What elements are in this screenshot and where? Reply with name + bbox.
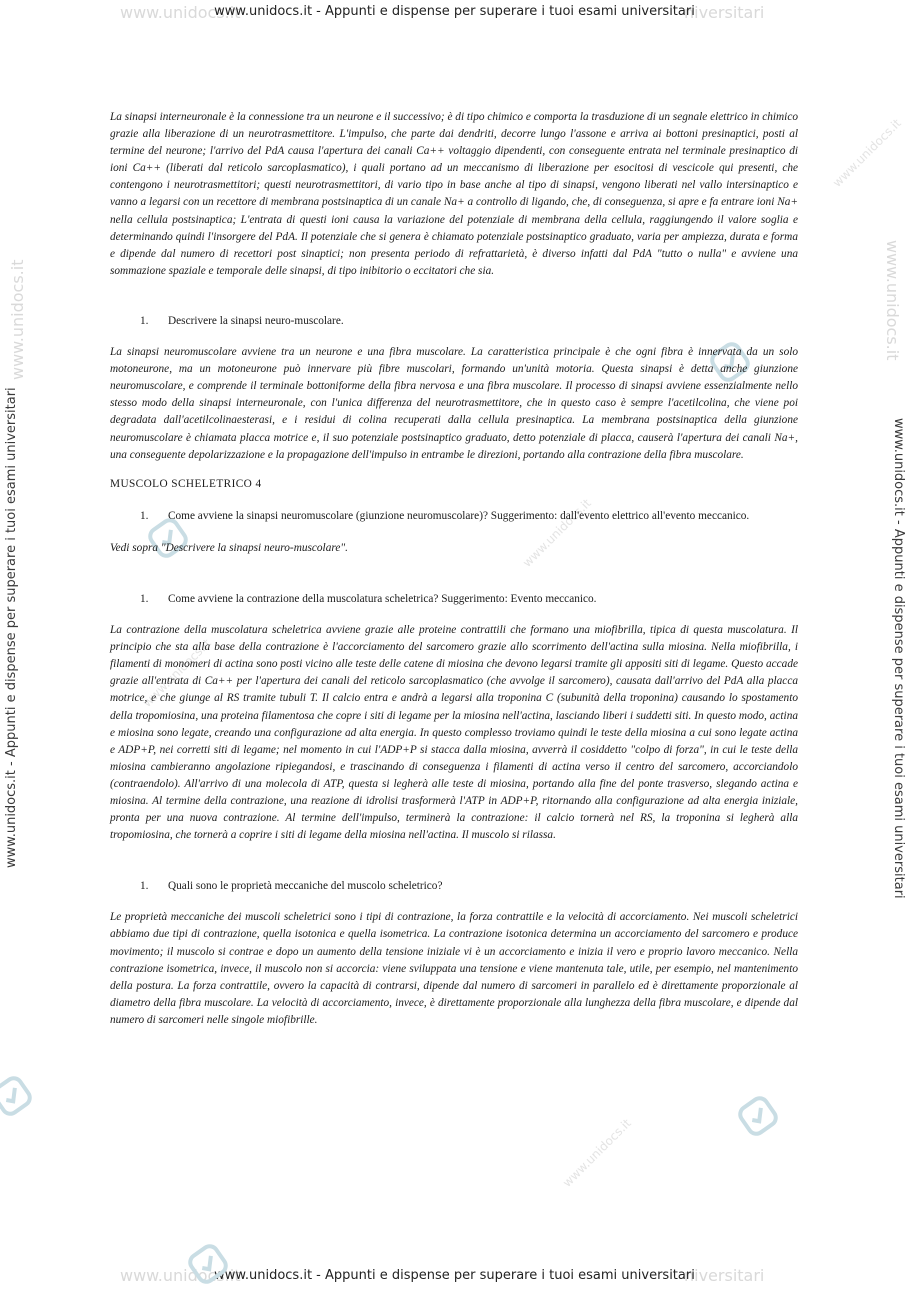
question-1	[110, 313, 798, 330]
question-text: Come avviene la sinapsi neuromuscolare (giunzione neuromuscolare)? Suggerimento: dall'evento elettrico all'evento meccanico.	[168, 509, 750, 522]
unidocs-logo-icon	[733, 1091, 783, 1141]
question-number: 1.	[140, 314, 149, 327]
question-2	[110, 508, 798, 525]
question-4	[110, 878, 798, 895]
footer-watermark: www.unidocs.it - Appunti e dispense per superare i tuoi esami universitari	[214, 1268, 695, 1283]
question-text: Descrivere la sinapsi neuro-muscolare.	[168, 314, 344, 327]
answer-2: Vedi sopra "Descrivere la sinapsi neuro-muscolare".	[110, 541, 348, 554]
side-watermark-left: www.unidocs.it - Appunti e dispense per superare i tuoi esami universitari	[4, 387, 19, 868]
intro-paragraph: La sinapsi interneuronale è la connessione tra un neurone e il successivo; è di tipo chimico e comporta la trasduzione di un segnale elettrico in chimico grazie alla liberazione di un neurotrasmettitore. L'impulso, che parte dai dendriti, decorre lungo l'assone e arriva ai bottoni presinaptici, posti al termine del neurone; l'arrivo del PdA causa l'apertura dei canali Ca++ voltaggio dipendenti, con conseguente entrata nel terminale presinaptico di ioni Ca++ (liberati dal reticolo sarcoplasmatico), i quali portano ad un meccanismo di liberazione per esocitosi di vescicole qui presenti, che contengono i neurotrasmettitori; questi neurotrasmettitori, di vario tipo in base anche al tipo di sinapsi, vengono liberati nel vallo intersinaptico e vanno a legarsi con un recettore di membrana postsinaptica di un canale Na+ a controllo di ligando, che, di conseguenza, si apre e fa entrare ioni Na+ nella cellula postsinaptica; L'entrata di questi ioni causa la variazione del potenziale di membrana della cellula, raggiungendo il valore soglia e determinando quindi l'insorgere del PdA. Il potenziale che si genera è chiamato potenziale postsinaptico graduato, varia per ampiezza, durata e forma e dipende dal numero di recettori post sinaptici; non presenta periodo di refrattarietà, è diverso infatti dal PdA "tutto o nulla" e avviene una sommazione spaziale e temporale delle sinapsi, di tipo inibitorio o eccitatori che sia.	[110, 111, 798, 277]
side-watermark-right: www.unidocs.it - Appunti e dispense per superare i tuoi esami universitari	[891, 418, 906, 899]
question-number: 1.	[140, 592, 149, 605]
answer-3: La contrazione della muscolatura scheletrica avviene grazie alle proteine contrattili che formano una miofibrilla, tipica di questa muscolatura. Il principio che sta alla base della contrazione è l'accorciamento del sarcomero grazie allo scorrimento dell'actina sulla miosina. Nella miofibrilla, i filamenti di monomeri di actina sono posti vicino alle teste delle catene di miosina che devono legarsi tramite gli appositi siti di legame. Questo accade grazie all'entrata di Ca++ per l'apertura dei canali del reticolo sarcoplasmatico (che avvolge il sarcomero), causata dall'arrivo del PdA alla placca motrice, e che giunge al RS tramite tubuli T. Il calcio entra e andrà a legarsi alla troponina C (subunità della troponina) causando lo spostamento della tropomiosina, una proteina filamentosa che copre i siti di legame per la miosina nell'actina, lasciando liberi i suddetti siti. In questo modo, actina e miosina sono legate, creando una configurazione ad alta energia. In questo complesso troviamo quindi le teste della miosina a cui sono legate actina e ADP+P, nei corretti siti di legame; nel momento in cui l'ADP+P si stacca dalla miosina, avverrà il cosiddetto "colpo di forza", in cui le teste della miosina cambieranno angolazione ripiegandosi, e trascinando di conseguenza i filamenti di actina verso il centro del sarcomero, accorciandolo (contraendolo). All'arrivo di una molecola di ATP, questa si legherà alle teste di miosina, portando alla fine del ponte trasverso, slegando actina e miosina. Al termine della contrazione, una reazione di idrolisi trasformerà l'ATP in ADP+P, ritornando alla configurazione ad alta energia iniziale, pronta per una nuova contrazione. Al termine dell'impulso, terminerà la contrazione: il calcio tornerà nel RS, la troponina si legherà alla tropomiosina, che tornerà a coprire i siti di legame della miosina nell'actina. Il muscolo si rilassa.	[110, 624, 798, 842]
question-number: 1.	[140, 880, 149, 893]
footer-ghost-watermark-left: www.unidocs.it	[120, 1266, 241, 1285]
question-text: Quali sono le proprietà meccaniche del muscolo scheletrico?	[168, 880, 443, 893]
question-3	[110, 591, 798, 608]
diagonal-watermark: www.unidocs.it	[560, 1116, 634, 1190]
diagonal-watermark: www.unidocs.it	[830, 116, 904, 190]
header-ghost-watermark-left: www.unidocs.it	[120, 3, 241, 22]
answer-1: La sinapsi neuromuscolare avviene tra un neurone e una fibra muscolare. La caratteristica principale è che ogni fibra è innervata da un solo motoneurone, ma un motoneurone può innervare più fibre muscolari, formando un'unità motoria. Questa sinapsi è detta anche giunzione neuromuscolare, e comprende il terminale bottoniforme della fibra nervosa e una fibra muscolare. Il processo di sinapsi avviene essenzialmente nello stesso modo della sinapsi interneuronale, con l'unica differenza del neurotrasmettitore, che in questo caso è sempre l'acetilcolina, che viene poi degradata dall'acetilcolinaesterasi, e i residui di colina recuperati dalla cellula presinaptica. La membrana postsinaptica della giunzione neuromuscolare è chiamata placca motrice e, il suo potenziale postsinaptico graduato, detto potenziale di placca, causerà l'apertura dei canali Na+, una conseguente depolarizzazione e la propagazione dell'impulso in entrambe le direzioni, portando alla contrazione della fibra muscolare.	[110, 346, 798, 461]
side-ghost-watermark-left: www.unidocs.it	[8, 259, 27, 380]
header-ghost-watermark-right: niversitari	[684, 3, 765, 22]
answer-4: Le proprietà meccaniche dei muscoli scheletrici sono i tipi di contrazione, la forza contrattile e la velocità di accorciamento. Nei muscoli scheletrici abbiamo due tipi di contrazione, quella isotonica e quella isometrica. La contrazione isotonica determina un accorciamento del sarcomero e produce movimento; il muscolo si contrae e dopo un aumento della tensione iniziale vi è un accorciamento e inizia il vero e proprio lavoro meccanico. Nella contrazione isometrica, invece, il muscolo non si accorcia: viene sviluppata una tensione e viene mantenuta tale, utile, per esempio, nel mantenimento della postura. La forza contrattile, ovvero la capacità di contrarsi, dipende dal numero di sarcomeri in parallelo ed è direttamente proporzionale al diametro della fibra muscolare. La velocità di accorciamento, invece, è direttamente proporzionale alla lunghezza della fibra muscolare, e dipende dal numero di sarcomeri nelle singole miofibrille.	[110, 911, 798, 1026]
question-number: 1.	[140, 509, 149, 522]
footer-ghost-watermark-right: niversitari	[684, 1266, 765, 1285]
diagonal-watermark: www.unidocs.it	[520, 496, 594, 570]
unidocs-logo-icon	[0, 1071, 37, 1121]
document-body	[110, 109, 798, 1029]
side-ghost-watermark-right: www.unidocs.it	[883, 240, 902, 361]
question-text: Come avviene la contrazione della muscolatura scheletrica? Suggerimento: Evento meccanico.	[168, 592, 597, 605]
section-title: MUSCOLO SCHELETRICO 4	[110, 477, 262, 490]
header-watermark: www.unidocs.it - Appunti e dispense per superare i tuoi esami universitari	[214, 4, 695, 19]
diagonal-watermark: www.unidocs.it	[140, 636, 214, 710]
